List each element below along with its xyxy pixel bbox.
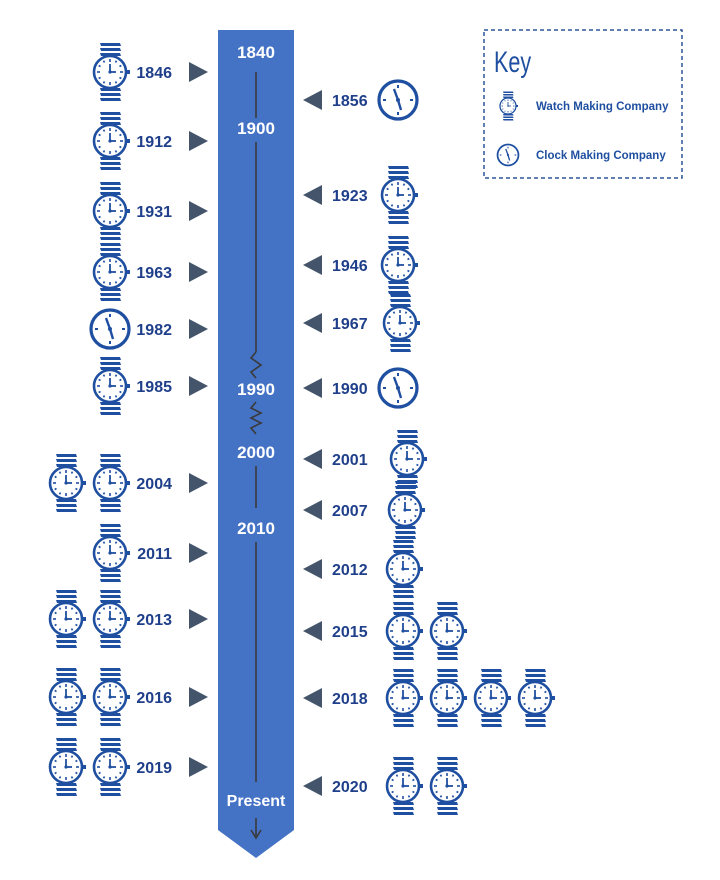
pointer-arrow [189,543,208,563]
pointer-arrow [189,262,208,282]
watch-icon [94,738,130,796]
right-entries [303,81,555,815]
clock-icon [379,81,417,119]
pointer-arrow [303,90,322,110]
watch-icon [50,454,86,512]
pointer-arrow [189,687,208,707]
pointer-arrow [303,559,322,579]
pointer-arrow [189,201,208,221]
pointer-arrow [189,131,208,151]
year-label: 2004 [136,476,172,493]
pointer-arrow [189,62,208,82]
watch-icon [391,430,427,488]
pointer-arrow [189,757,208,777]
year-label: 1846 [136,65,172,82]
year-label: 1923 [332,188,368,205]
watch-icon [94,590,130,648]
watch-icon [382,166,418,224]
pointer-arrow [303,688,322,708]
right-entry-1923 [303,166,418,224]
left-entry-1912 [94,112,208,170]
pointer-arrow [303,776,322,796]
watch-icon [384,294,420,352]
watch-icon [94,43,130,101]
left-entry-2011 [94,524,208,582]
right-entry-2007 [303,481,425,539]
year-label: 1931 [136,204,172,221]
pointer-arrow [189,473,208,493]
watch-icon [94,524,130,582]
right-entry-2020 [303,757,467,815]
timeline-spine [218,30,294,858]
year-label: 1856 [332,93,368,110]
watch-icon [382,236,418,294]
watch-icon [431,757,467,815]
right-entry-1856 [303,81,417,119]
key-clock-icon [498,145,519,166]
watch-icon [431,602,467,660]
year-label: 1985 [136,379,172,396]
pointer-arrow [303,313,322,333]
pointer-arrow [189,609,208,629]
spine-label-2010: 2010 [237,519,275,538]
watch-icon [94,668,130,726]
year-label: 2016 [136,690,172,707]
watch-icon [387,540,423,598]
watch-icon [94,112,130,170]
watch-icon [389,481,425,539]
left-entry-1982 [91,310,208,348]
left-entry-1931 [94,182,208,240]
watch-icon [519,669,555,727]
pointer-arrow [303,449,322,469]
key-clock-label: Clock Making Company [536,150,666,162]
year-label: 1912 [136,134,172,151]
year-label: 2007 [332,503,368,520]
year-label: 2019 [136,760,172,777]
clock-icon [91,310,129,348]
watch-icon [50,668,86,726]
pointer-arrow [303,255,322,275]
watch-icon [94,357,130,415]
year-label: 2012 [332,562,368,579]
year-label: 1967 [332,316,368,333]
left-entry-1846 [94,43,208,101]
watch-icon [475,669,511,727]
left-entry-1985 [94,357,208,415]
year-label: 2011 [137,546,172,563]
right-entry-1946 [303,236,418,294]
watch-icon [387,602,423,660]
spine-label-1900: 1900 [237,119,275,138]
left-entry-2013 [50,590,208,648]
year-label: 1946 [332,258,368,275]
watch-icon [94,182,130,240]
pointer-arrow [303,621,322,641]
pointer-arrow [189,319,208,339]
spine-label-1990: 1990 [237,380,275,399]
right-entry-1967 [303,294,420,352]
key-legend [484,30,682,178]
left-entry-2019 [50,738,208,796]
right-entry-1990 [303,369,417,407]
left-entries [50,43,208,796]
pointer-arrow [303,378,322,398]
watch-icon [387,669,423,727]
key-title: Key [494,44,532,79]
watch-icon [94,454,130,512]
watch-icon [94,243,130,301]
spine-label-2000: 2000 [237,443,275,462]
right-entry-2015 [303,602,467,660]
key-watch-label: Watch Making Company [536,101,669,113]
watch-icon [387,757,423,815]
left-entry-2004 [50,454,208,512]
spine-label-present: Present [226,793,286,810]
watch-icon [50,738,86,796]
year-label: 2013 [136,612,172,629]
right-entry-2012 [303,540,423,598]
right-entry-2018 [303,669,555,727]
year-label: 1963 [136,265,172,282]
year-label: 1982 [136,322,172,339]
left-entry-2016 [50,668,208,726]
year-label: 2001 [332,452,368,469]
year-label: 2020 [332,779,368,796]
watch-icon [431,669,467,727]
year-label: 2015 [332,624,368,641]
watch-icon [50,590,86,648]
pointer-arrow [189,376,208,396]
year-label: 2018 [332,691,368,708]
left-entry-1963 [94,243,208,301]
spine-label-1840: 1840 [237,43,275,62]
right-entry-2001 [303,430,427,488]
clock-icon [379,369,417,407]
pointer-arrow [303,500,322,520]
pointer-arrow [303,185,322,205]
year-label: 1990 [332,381,368,398]
